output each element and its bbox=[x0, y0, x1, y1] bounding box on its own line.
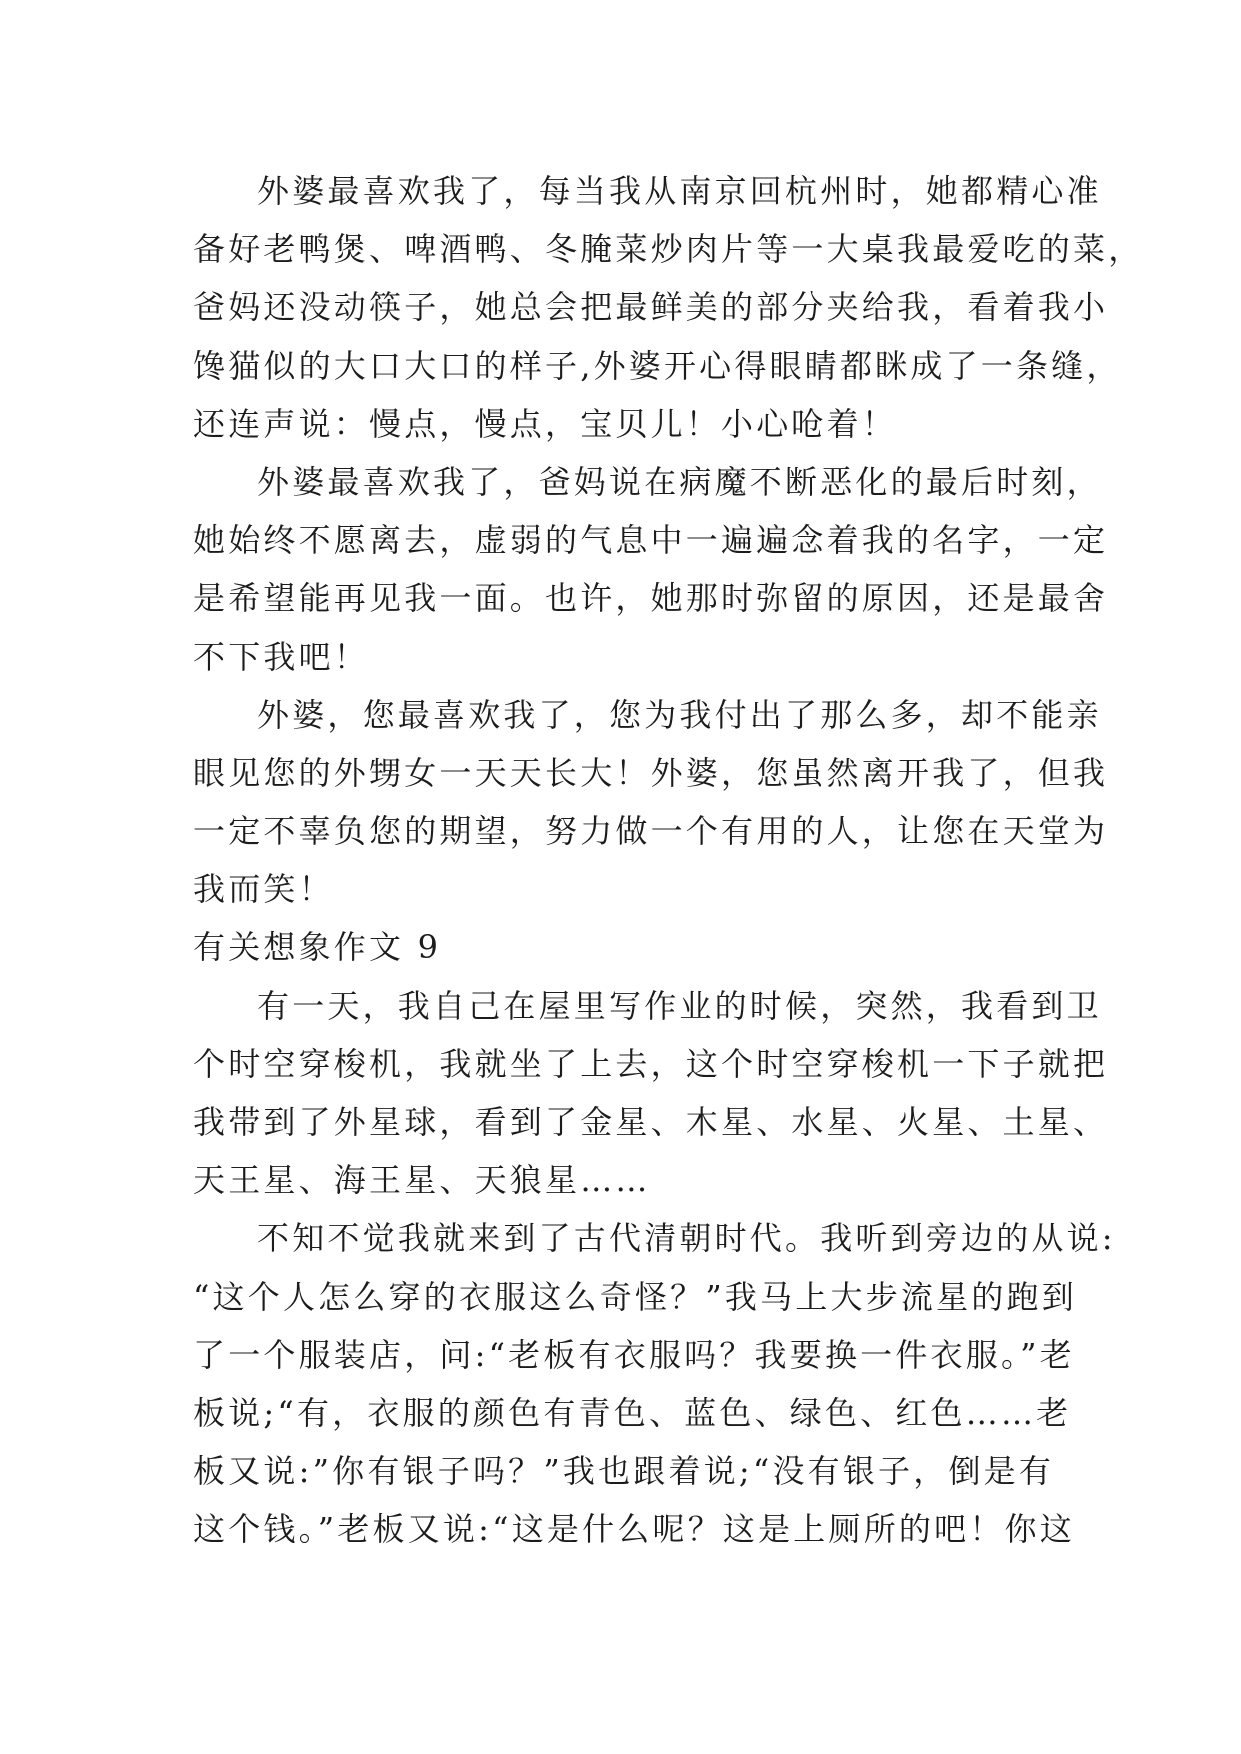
text-line: 是希望能再见我一面。也许，她那时弥留的原因，还是最舍 bbox=[193, 579, 1109, 618]
text-line: 她始终不愿离去，虚弱的气息中一遍遍念着我的名字，一定 bbox=[193, 521, 1109, 560]
text-line: 天王星、海王星、天狼星…… bbox=[193, 1161, 651, 1200]
text-line: 备好老鸭煲、啤酒鸭、冬腌菜炒肉片等一大桌我最爱吃的菜， bbox=[193, 230, 1144, 269]
paragraph-first-line: 外婆，您最喜欢我了，您为我付出了那么多，却不能亲 bbox=[257, 695, 1102, 734]
text-line: “这个人怎么穿的衣服这么奇怪？”我马上大步流星的跑到 bbox=[193, 1277, 1077, 1316]
text-line: 这个钱。”老板又说:“这是什么呢？这是上厕所的吧！你这 bbox=[193, 1510, 1075, 1549]
text-line: 有关想象作文 9 bbox=[193, 928, 442, 967]
text-line: 馋猫似的大口大口的样子,外婆开心得眼睛都眯成了一条缝， bbox=[193, 346, 1122, 385]
text-line: 了一个服装店，问:“老板有衣服吗？我要换一件衣服。”老 bbox=[193, 1335, 1075, 1374]
paragraph-first-line: 不知不觉我就来到了古代清朝时代。我听到旁边的从说: bbox=[257, 1219, 1116, 1258]
text-line: 还连声说：慢点，慢点，宝贝儿！小心呛着！ bbox=[193, 404, 898, 443]
text-line: 爸妈还没动筷子，她总会把最鲜美的部分夹给我，看着我小 bbox=[193, 288, 1109, 327]
text-line: 个时空穿梭机，我就坐了上去，这个时空穿梭机一下子就把 bbox=[193, 1044, 1109, 1083]
text-line: 我而笑！ bbox=[193, 870, 334, 909]
text-line: 不下我吧！ bbox=[193, 637, 370, 676]
essay-body bbox=[193, 162, 1144, 1559]
text-line: 一定不辜负您的期望，努力做一个有用的人，让您在天堂为 bbox=[193, 812, 1109, 851]
text-line: 板又说:”你有银子吗？”我也跟着说;“没有银子，倒是有 bbox=[193, 1452, 1055, 1491]
text-line: 眼见您的外甥女一天天长大！外婆，您虽然离开我了，但我 bbox=[193, 753, 1109, 792]
text-line: 板说;“有，衣服的颜色有青色、蓝色、绿色、红色……老 bbox=[193, 1393, 1072, 1432]
paragraph-first-line: 外婆最喜欢我了，爸妈说在病魔不断恶化的最后时刻， bbox=[257, 462, 1102, 501]
paragraph-first-line: 有一天，我自己在屋里写作业的时候，突然，我看到卫 bbox=[257, 986, 1102, 1025]
paragraph-first-line: 外婆最喜欢我了，每当我从南京回杭州时，她都精心准 bbox=[257, 172, 1102, 210]
text-line: 我带到了外星球，看到了金星、木星、水星、火星、土星、 bbox=[193, 1103, 1109, 1141]
